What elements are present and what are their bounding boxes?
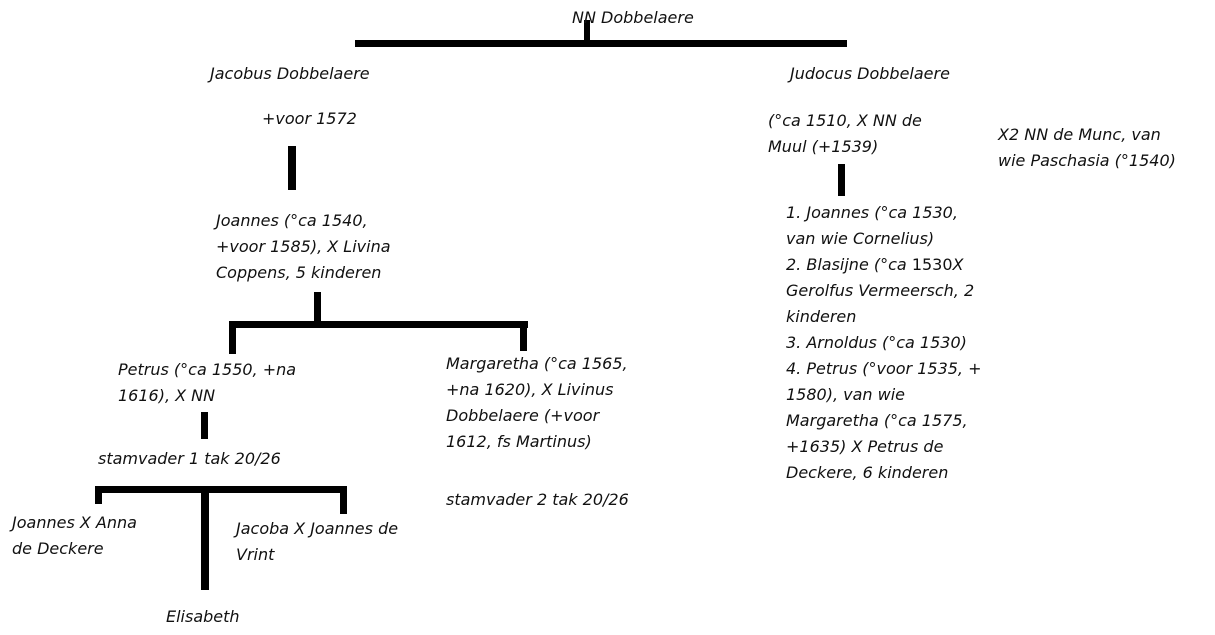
judocus-marriage-1-line-2: Muul (+1539) xyxy=(768,137,879,156)
judocus-child-line-4: Gerolfus Vermeersch, 2 xyxy=(786,281,975,300)
blasijne-suffix: X xyxy=(952,255,964,274)
judocus-child-line-1: 1. Joannes (°ca 1530, xyxy=(786,203,958,222)
joannes-anna-details xyxy=(12,510,137,562)
blasijne-prefix: 2. Blasijne (°ca xyxy=(786,255,912,274)
margaretha-details-line-1: Margaretha (°ca 1565, xyxy=(446,354,628,373)
judocus-child-line-5: kinderen xyxy=(786,307,857,326)
joannes-details xyxy=(216,208,391,286)
judocus-child-line-11: Deckere, 6 kinderen xyxy=(786,463,949,482)
judocus-descent-line xyxy=(838,164,845,196)
petrus-branch-label: stamvader 1 tak 20/26 xyxy=(98,449,281,468)
jacobus-descent-line xyxy=(288,146,296,190)
root-sibling-line xyxy=(355,40,847,47)
jacobus-death: +voor 1572 xyxy=(262,109,357,128)
petrus-details-line-2: 1616), X NN xyxy=(118,386,216,405)
joannes-children-stem xyxy=(314,292,321,324)
elisabeth-name: Elisabeth xyxy=(166,607,240,626)
joannes-details-line-2: +voor 1585), X Livina xyxy=(216,237,391,256)
petrus-descent-line xyxy=(201,412,208,439)
joannes-anna-drop-line xyxy=(95,486,102,504)
judocus-child-line-10: +1635) X Petrus de xyxy=(786,437,944,456)
joannes-anna-line-2: de Deckere xyxy=(12,539,104,558)
petrus-children-line xyxy=(95,486,347,493)
joannes-anna-line-1: Joannes X Anna xyxy=(12,513,137,532)
judocus-marriage-2-line-2: wie Paschasia (°1540) xyxy=(998,151,1176,170)
margaretha-details-line-4: 1612, fs Martinus) xyxy=(446,432,592,451)
margaretha-details xyxy=(446,351,628,455)
judocus-marriage-2-line-1: X2 NN de Munc, van xyxy=(998,125,1161,144)
jacoba-line-1: Jacoba X Joannes de xyxy=(236,519,399,538)
judocus-child-line-6: 3. Arnoldus (°ca 1530) xyxy=(786,333,967,352)
margaretha-drop-line xyxy=(520,321,527,351)
judocus-child-line-9: Margaretha (°ca 1575, xyxy=(786,411,968,430)
jacobus-name: Jacobus Dobbelaere xyxy=(210,64,370,83)
judocus-marriage-2 xyxy=(998,122,1176,174)
judocus-children-list xyxy=(786,200,982,486)
root-person-name: NN Dobbelaere xyxy=(572,8,694,27)
judocus-marriage-1 xyxy=(768,108,922,160)
judocus-child-line-8: 1580), van wie xyxy=(786,385,906,404)
petrus-drop-line xyxy=(229,321,236,354)
judocus-child-line-7: 4. Petrus (°voor 1535, + xyxy=(786,359,982,378)
joannes-details-line-1: Joannes (°ca 1540, xyxy=(216,211,368,230)
judocus-child-line-2: van wie Cornelius) xyxy=(786,229,935,248)
margaretha-branch-label: stamvader 2 tak 20/26 xyxy=(446,490,629,509)
joannes-details-line-3: Coppens, 5 kinderen xyxy=(216,263,382,282)
judocus-marriage-1-line-1: (°ca 1510, X NN de xyxy=(768,111,922,130)
judocus-child-line-3 xyxy=(786,252,982,278)
elisabeth-descent-line xyxy=(201,490,209,590)
petrus-details xyxy=(118,357,296,409)
jacoba-details xyxy=(236,516,398,568)
jacoba-line-2: Vrint xyxy=(236,545,275,564)
judocus-name: Judocus Dobbelaere xyxy=(790,64,950,83)
jacoba-drop-line xyxy=(340,486,347,514)
margaretha-details-line-2: +na 1620), X Livinus xyxy=(446,380,614,399)
margaretha-details-line-3: Dobbelaere (+voor xyxy=(446,406,600,425)
blasijne-year-overlay: 1530 xyxy=(911,255,953,274)
petrus-details-line-1: Petrus (°ca 1550, +na xyxy=(118,360,297,379)
joannes-children-line xyxy=(229,321,528,328)
